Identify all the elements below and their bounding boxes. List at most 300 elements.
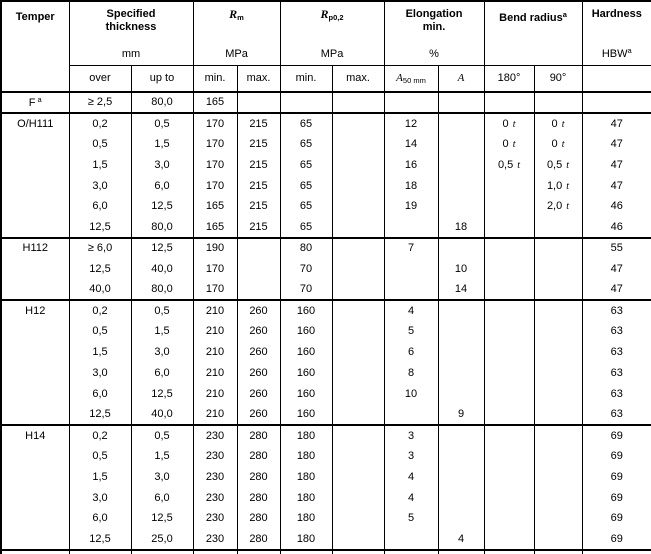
cell-rm_min: 170 [193, 175, 237, 196]
cell-rp_min: 180 [280, 446, 332, 467]
cell-temper: F $^a$ [1, 92, 69, 113]
cell-bend90 [534, 425, 582, 446]
cell-up_to: 12,5 [131, 238, 193, 259]
cell-a [438, 508, 484, 529]
cell-rp_max [332, 321, 384, 342]
cell-bend180 [484, 529, 534, 550]
cell-rp_max [332, 134, 384, 155]
cell-over: 3,0 [69, 487, 131, 508]
table-row [1, 321, 651, 342]
cell-rm_max: 215 [237, 196, 280, 217]
cell-a50: 4 [384, 300, 438, 321]
cell-bend90 [534, 238, 582, 259]
cell-up_to: 0,5 [131, 113, 193, 134]
cell-rm_max: 260 [237, 383, 280, 404]
cell-rm_max: 280 [237, 529, 280, 550]
cell-rp_min [280, 92, 332, 113]
table-row [1, 487, 651, 508]
rm-symbol: $R_m$ [229, 7, 244, 23]
subcol-rp-min: min. [280, 65, 332, 92]
cell-rm_min: 170 [193, 258, 237, 279]
table-row [1, 425, 651, 446]
table-header [1, 1, 651, 92]
cell-rm_max: 215 [237, 134, 280, 155]
cell-hbw: 47 [582, 113, 651, 134]
cell-rp_min: 70 [280, 279, 332, 300]
cell-bend90: 0 t [534, 113, 582, 134]
cell-over: 0,2 [69, 300, 131, 321]
cutoff-cell [332, 550, 384, 554]
cutoff-cell [384, 550, 438, 554]
cell-rp_min: 65 [280, 175, 332, 196]
cell-temper [1, 487, 69, 508]
cell-over: 1,5 [69, 154, 131, 175]
cell-bend180 [484, 383, 534, 404]
cell-a50 [384, 217, 438, 238]
cell-rm_max: 280 [237, 446, 280, 467]
cell-a50: 6 [384, 342, 438, 363]
cell-bend180 [484, 175, 534, 196]
subcol-up-to: up to [131, 65, 193, 92]
cell-over: 1,5 [69, 466, 131, 487]
table-row [1, 92, 651, 113]
cell-a [438, 446, 484, 467]
subcol-over: over [69, 65, 131, 92]
cutoff-cell [582, 550, 651, 554]
cell-a [438, 342, 484, 363]
cell-bend180 [484, 279, 534, 300]
cell-a50: 4 [384, 487, 438, 508]
cell-hbw: 47 [582, 175, 651, 196]
temper-group-O-H111 [1, 113, 651, 238]
cutoff-cell [534, 550, 582, 554]
cell-temper [1, 446, 69, 467]
cell-bend90 [534, 466, 582, 487]
cell-rp_min: 65 [280, 196, 332, 217]
table-row [1, 154, 651, 175]
cell-a: 10 [438, 258, 484, 279]
cell-rp_min: 180 [280, 487, 332, 508]
cell-a: 18 [438, 217, 484, 238]
cell-rp_max [332, 175, 384, 196]
cell-bend180 [484, 508, 534, 529]
cell-rp_min: 160 [280, 383, 332, 404]
cell-bend90 [534, 529, 582, 550]
cell-rp_max [332, 362, 384, 383]
cell-a [438, 196, 484, 217]
cell-rp_min: 65 [280, 154, 332, 175]
cell-rp_min: 80 [280, 238, 332, 259]
cell-a [438, 175, 484, 196]
cell-a [438, 113, 484, 134]
cell-rp_min: 65 [280, 113, 332, 134]
elongation-unit: % [429, 48, 439, 61]
table-row [1, 175, 651, 196]
cell-a50: 5 [384, 321, 438, 342]
cell-a [438, 92, 484, 113]
cell-hbw: 46 [582, 217, 651, 238]
cell-a [438, 300, 484, 321]
cell-rp_min: 160 [280, 300, 332, 321]
cell-rm_min: 230 [193, 529, 237, 550]
cell-over: 6,0 [69, 196, 131, 217]
cell-bend90: 1,0 t [534, 175, 582, 196]
cell-rp_max [332, 425, 384, 446]
cell-rp_max [332, 258, 384, 279]
cutoff-cell [484, 550, 534, 554]
table-cutoff-stub [1, 550, 651, 554]
cell-up_to: 6,0 [131, 362, 193, 383]
subcol-a: A [438, 65, 484, 92]
subcol-hardness-empty [582, 65, 651, 92]
cutoff-cell [280, 550, 332, 554]
table-row [1, 383, 651, 404]
cell-rm_min: 210 [193, 321, 237, 342]
cell-rp_max [332, 342, 384, 363]
cell-bend180 [484, 258, 534, 279]
cutoff-cell [69, 550, 131, 554]
cell-up_to: 40,0 [131, 258, 193, 279]
elongation-title: Elongation min. [405, 8, 463, 34]
hardness-title: Hardness [591, 8, 642, 21]
cell-up_to: 3,0 [131, 342, 193, 363]
cell-rm_min: 210 [193, 342, 237, 363]
cell-up_to: 12,5 [131, 508, 193, 529]
subcol-90deg: 90° [534, 65, 582, 92]
cell-bend90 [534, 217, 582, 238]
specified-thickness-title: Specified thickness [105, 8, 157, 34]
cell-over: 3,0 [69, 362, 131, 383]
cutoff-cell [1, 550, 69, 554]
cell-rm_min: 170 [193, 279, 237, 300]
cell-temper [1, 466, 69, 487]
cell-temper [1, 508, 69, 529]
cell-rp_min: 160 [280, 362, 332, 383]
table-row [1, 113, 651, 134]
cell-rm_max: 260 [237, 362, 280, 383]
cell-hbw: 63 [582, 321, 651, 342]
cell-rp_max [332, 466, 384, 487]
table-row [1, 238, 651, 259]
hardness-unit: HBW$^a$ [601, 46, 632, 61]
cell-up_to: 12,5 [131, 383, 193, 404]
table-row [1, 300, 651, 321]
cell-hbw: 63 [582, 404, 651, 425]
cell-rm_max: 280 [237, 508, 280, 529]
cell-temper [1, 154, 69, 175]
cell-over: 12,5 [69, 217, 131, 238]
col-header-bend-radius [484, 1, 582, 65]
cell-a [438, 134, 484, 155]
cell-temper [1, 342, 69, 363]
cell-over: 0,5 [69, 321, 131, 342]
cell-over: 6,0 [69, 383, 131, 404]
cell-rp_max [332, 300, 384, 321]
cell-rp_max [332, 508, 384, 529]
cell-hbw: 47 [582, 279, 651, 300]
cell-hbw: 63 [582, 362, 651, 383]
cell-bend180: 0 t [484, 113, 534, 134]
cell-rp_max [332, 92, 384, 113]
cell-bend90 [534, 92, 582, 113]
cell-over: 3,0 [69, 175, 131, 196]
cell-rm_min: 230 [193, 508, 237, 529]
table-row [1, 342, 651, 363]
cell-a50: 18 [384, 175, 438, 196]
cell-hbw: 63 [582, 383, 651, 404]
table-row [1, 217, 651, 238]
cell-hbw: 47 [582, 134, 651, 155]
cell-rm_min: 170 [193, 134, 237, 155]
cell-rm_max: 280 [237, 425, 280, 446]
cell-bend90 [534, 383, 582, 404]
cutoff-cell [237, 550, 280, 554]
cell-hbw: 47 [582, 154, 651, 175]
cell-rp_min: 160 [280, 321, 332, 342]
cell-rm_max: 215 [237, 154, 280, 175]
cell-rp_max [332, 196, 384, 217]
cell-a50 [384, 279, 438, 300]
cell-a [438, 425, 484, 446]
cell-over: ≥ 2,5 [69, 92, 131, 113]
table-row [1, 362, 651, 383]
temper-group-H112 [1, 238, 651, 300]
cell-a [438, 466, 484, 487]
col-header-specified-thickness [69, 1, 193, 65]
cell-bend180 [484, 342, 534, 363]
cell-rm_max [237, 258, 280, 279]
cell-rp_min: 70 [280, 258, 332, 279]
cell-a [438, 321, 484, 342]
subcol-rm-max: max. [237, 65, 280, 92]
cell-temper: O/H111 [1, 113, 69, 134]
cell-hbw: 69 [582, 425, 651, 446]
cell-temper: H14 [1, 425, 69, 446]
cell-up_to: 80,0 [131, 279, 193, 300]
cell-bend180 [484, 196, 534, 217]
cell-temper: H12 [1, 300, 69, 321]
cell-over: 40,0 [69, 279, 131, 300]
subcol-180deg: 180° [484, 65, 534, 92]
cell-bend180 [484, 362, 534, 383]
cell-up_to: 1,5 [131, 134, 193, 155]
cell-a [438, 362, 484, 383]
cell-a: 14 [438, 279, 484, 300]
cell-rp_max [332, 404, 384, 425]
cell-rm_max: 215 [237, 217, 280, 238]
cell-rp_max [332, 154, 384, 175]
cell-up_to: 1,5 [131, 321, 193, 342]
cell-a50 [384, 92, 438, 113]
cell-bend90: 0,5 t [534, 154, 582, 175]
cell-a50: 19 [384, 196, 438, 217]
cell-rm_max: 280 [237, 487, 280, 508]
cell-rp_min: 65 [280, 134, 332, 155]
cell-up_to: 80,0 [131, 217, 193, 238]
cell-over: 0,5 [69, 134, 131, 155]
cell-a50: 3 [384, 425, 438, 446]
cell-bend180 [484, 217, 534, 238]
cell-rm_min: 170 [193, 113, 237, 134]
cell-rm_min: 210 [193, 404, 237, 425]
cell-rp_min: 65 [280, 217, 332, 238]
cell-bend180 [484, 92, 534, 113]
cell-up_to: 6,0 [131, 175, 193, 196]
cell-temper [1, 196, 69, 217]
temper-group-F [1, 92, 651, 113]
specified-thickness-unit: mm [121, 48, 141, 61]
cell-bend180 [484, 321, 534, 342]
cell-rm_max: 215 [237, 175, 280, 196]
table-row [1, 466, 651, 487]
cell-bend90 [534, 300, 582, 321]
rp02-unit: MPa [320, 48, 344, 61]
cell-rm_min: 165 [193, 196, 237, 217]
cell-up_to: 0,5 [131, 425, 193, 446]
cell-a50: 7 [384, 238, 438, 259]
cell-rm_min: 230 [193, 466, 237, 487]
header-row-subcolumns [1, 65, 651, 92]
table-row [1, 508, 651, 529]
col-header-hardness [582, 1, 651, 65]
cell-bend180 [484, 425, 534, 446]
cell-temper: H112 [1, 238, 69, 259]
cell-bend90: 2,0 t [534, 196, 582, 217]
col-header-elongation [384, 1, 484, 65]
table-row [1, 279, 651, 300]
cell-rm_min: 210 [193, 383, 237, 404]
table-row [1, 134, 651, 155]
cell-rm_max: 215 [237, 113, 280, 134]
col-header-temper [1, 1, 69, 92]
table-row [1, 446, 651, 467]
cell-hbw: 55 [582, 238, 651, 259]
cell-hbw: 69 [582, 487, 651, 508]
cell-bend90 [534, 487, 582, 508]
cell-bend180: 0,5 t [484, 154, 534, 175]
cell-temper [1, 529, 69, 550]
cell-bend90 [534, 342, 582, 363]
cell-rm_min: 210 [193, 362, 237, 383]
cell-temper [1, 383, 69, 404]
cell-hbw: 47 [582, 258, 651, 279]
rp02-symbol: $R_{p0,2}$ [320, 7, 344, 23]
cell-rp_min: 160 [280, 342, 332, 363]
cell-rm_max: 260 [237, 342, 280, 363]
cell-rp_max [332, 487, 384, 508]
subcol-a50mm: $A_{50 mm}$ [384, 65, 438, 92]
cell-rp_max [332, 113, 384, 134]
cell-rp_min: 180 [280, 466, 332, 487]
cell-bend90 [534, 508, 582, 529]
cell-hbw: 69 [582, 508, 651, 529]
cell-rp_min: 180 [280, 508, 332, 529]
cell-hbw: 46 [582, 196, 651, 217]
cell-bend180 [484, 300, 534, 321]
cell-hbw: 69 [582, 529, 651, 550]
cell-up_to: 40,0 [131, 404, 193, 425]
cutoff-cell [193, 550, 237, 554]
cell-up_to: 3,0 [131, 154, 193, 175]
cell-over: 6,0 [69, 508, 131, 529]
cell-rm_min: 230 [193, 487, 237, 508]
cell-rm_max: 260 [237, 321, 280, 342]
cell-a50: 10 [384, 383, 438, 404]
cell-rp_max [332, 238, 384, 259]
cell-bend90: 0 t [534, 134, 582, 155]
cell-hbw: 63 [582, 342, 651, 363]
cell-rm_min: 230 [193, 446, 237, 467]
cell-rm_min: 165 [193, 217, 237, 238]
cell-bend180: 0 t [484, 134, 534, 155]
temper-group-H14 [1, 425, 651, 550]
cell-rp_max [332, 217, 384, 238]
cell-over: 12,5 [69, 529, 131, 550]
cell-over: 12,5 [69, 258, 131, 279]
subcol-rp-max: max. [332, 65, 384, 92]
cell-up_to: 3,0 [131, 466, 193, 487]
cell-rm_min: 190 [193, 238, 237, 259]
cell-over: ≥ 6,0 [69, 238, 131, 259]
table-row [1, 404, 651, 425]
table-row [1, 529, 651, 550]
cell-rp_max [332, 446, 384, 467]
cell-up_to: 0,5 [131, 300, 193, 321]
cell-bend90 [534, 279, 582, 300]
cell-bend180 [484, 487, 534, 508]
cell-hbw: 69 [582, 466, 651, 487]
cell-a [438, 383, 484, 404]
cell-bend180 [484, 404, 534, 425]
cell-rm_min: 230 [193, 425, 237, 446]
cell-a [438, 487, 484, 508]
cell-hbw [582, 92, 651, 113]
cell-hbw: 69 [582, 446, 651, 467]
cell-a50: 4 [384, 466, 438, 487]
cell-rp_max [332, 279, 384, 300]
cell-temper [1, 134, 69, 155]
cell-bend90 [534, 321, 582, 342]
col-header-rp02 [280, 1, 384, 65]
temper-group-H12 [1, 300, 651, 425]
cell-up_to: 12,5 [131, 196, 193, 217]
subcol-rm-min: min. [193, 65, 237, 92]
cell-bend90 [534, 404, 582, 425]
cell-bend180 [484, 466, 534, 487]
cell-over: 0,5 [69, 446, 131, 467]
header-row-titles [1, 1, 651, 65]
cell-rp_min: 160 [280, 404, 332, 425]
cell-up_to: 6,0 [131, 487, 193, 508]
cell-temper [1, 258, 69, 279]
cell-a [438, 154, 484, 175]
cell-a50: 8 [384, 362, 438, 383]
cell-rm_max [237, 238, 280, 259]
cell-a: 9 [438, 404, 484, 425]
col-header-rm [193, 1, 280, 65]
cell-temper [1, 217, 69, 238]
cell-rm_min: 210 [193, 300, 237, 321]
rm-unit: MPa [225, 48, 248, 61]
cell-rm_max: 280 [237, 466, 280, 487]
cell-bend90 [534, 362, 582, 383]
cell-a50: 5 [384, 508, 438, 529]
cell-over: 0,2 [69, 113, 131, 134]
cell-temper [1, 279, 69, 300]
cell-a50: 12 [384, 113, 438, 134]
table-row [1, 196, 651, 217]
cell-up_to: 25,0 [131, 529, 193, 550]
